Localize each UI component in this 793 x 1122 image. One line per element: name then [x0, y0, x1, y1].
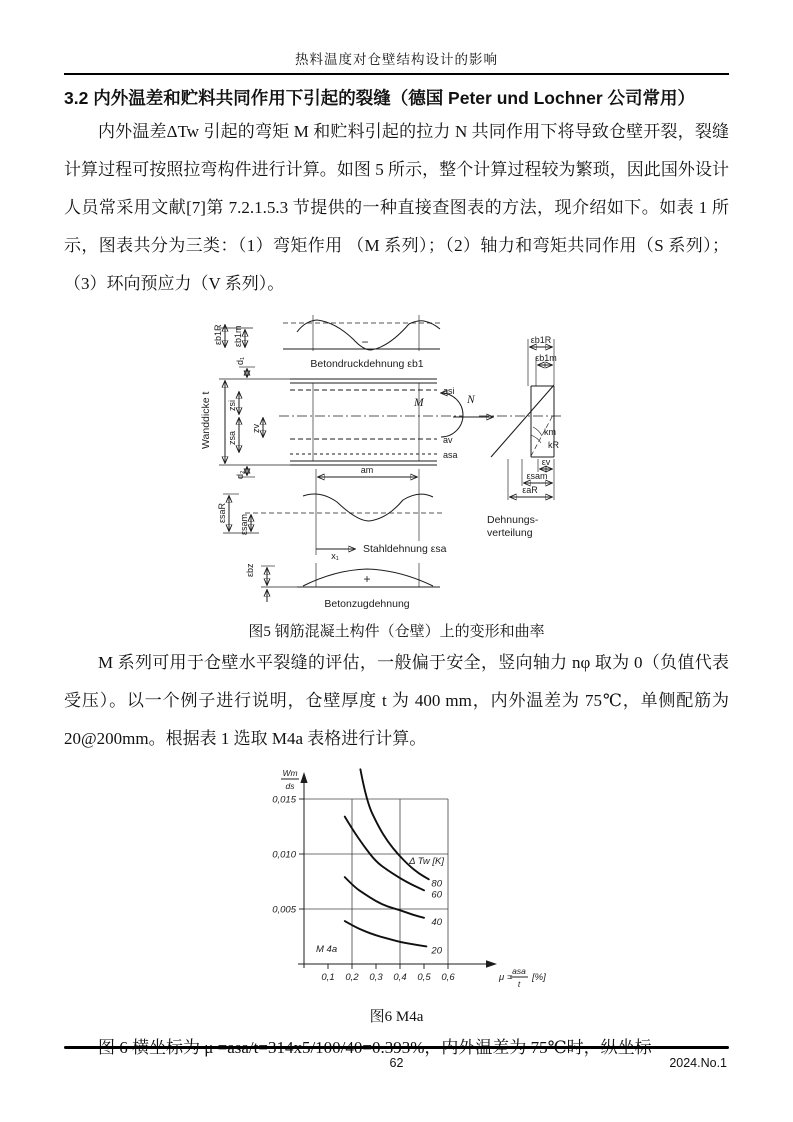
curve-label-40: 40: [431, 916, 442, 928]
curve-label-20: 20: [431, 945, 442, 957]
betondruckdehnung-label: Betondruckdehnung εb1: [310, 358, 424, 370]
x-label-denominator: t: [517, 979, 521, 989]
curve-label-80: 80: [431, 878, 442, 890]
moment-M-label: M: [414, 397, 424, 409]
betonzug-group: [245, 563, 440, 610]
chart-ticks: [272, 795, 455, 984]
y-tick-label: 0,010: [272, 849, 296, 861]
section-heading: 3.2 内外温差和贮料共同作用下引起的裂缝（德国 Peter und Lochner 公司常用）: [64, 88, 696, 108]
issue-label: 2024.No.1: [669, 1056, 727, 1070]
x-tick-label: 0,5: [417, 972, 431, 983]
eps-aR-label: εaR: [522, 485, 538, 495]
wall-section-group: [200, 357, 463, 479]
minus-sign: −: [361, 335, 369, 349]
chart-title: M 4a: [316, 944, 338, 955]
y-tick-label: 0,005: [272, 904, 296, 916]
d1-label: d₁: [235, 356, 245, 365]
paragraph-1: 内外温差ΔTw 引起的弯矩 M 和贮料引起的拉力 N 共同作用下将导致仓壁开裂，裂缝计算过程可按照拉弯构件进行计算。如图 5 所示，整个计算过程较为繁琐，因此国外设计人员常采用文献[7]第 7.2.1.5.3 节提供的一种直接查图表的方法，现介绍如下。如表 1 所示，图表共分为三类：（1）弯矩作用 （M 系列）；（2）轴力和弯矩共同作用（S 系列）；（3）环向预应力（V 系列）。: [64, 122, 729, 293]
y-tick-label: 0,015: [272, 794, 296, 806]
x-label-mu: μ =: [499, 972, 513, 983]
d2-label: d₂: [235, 470, 245, 479]
plus-sign: +: [363, 572, 371, 586]
x-tick-label: 0,6: [441, 972, 455, 983]
figure6-caption: 图6 M4a: [369, 1009, 424, 1025]
stahldehnung-group: [217, 465, 447, 561]
k-R-label: kR: [548, 440, 559, 450]
legend-title: Δ Tw [K]: [409, 856, 444, 867]
a-m-label: am: [360, 465, 374, 475]
a-sa-label: asa: [443, 450, 458, 460]
eps-b1R-label: εb1R: [213, 324, 223, 345]
page-number: 62: [389, 1056, 404, 1070]
x-axis-arrow: [486, 960, 497, 968]
a-si-label: asi: [443, 386, 455, 396]
y-axis-arrow: [300, 772, 307, 783]
figure-6: [262, 764, 562, 1004]
x-tick-label: 0,2: [345, 972, 359, 983]
eps-saR-label: εsaR: [217, 502, 227, 523]
curve-40: [345, 877, 424, 918]
axial-N-label: N: [467, 394, 475, 406]
x-axis-label: [498, 966, 546, 989]
y-label-numerator: Wm: [282, 768, 298, 778]
running-head: 热料温度对仓壁结构设计的影响: [64, 48, 729, 75]
dehnungsverteilung-label-2: verteilung: [487, 527, 533, 539]
page-footer: [64, 1046, 729, 1072]
eps-b1R-right-label: εb1R: [530, 335, 552, 345]
figure-5: [195, 309, 655, 619]
paragraph-2: M 系列可用于仓壁水平裂缝的评估，一般偏于安全，竖向轴力 nφ 取为 0（负值代表受压）。以一个例子进行说明，仓壁厚度 t 为 400 mm，内外温差为 75℃，单侧配筋为 20@200mm。根据表 1 选取 M4a 表格进行计算。: [64, 653, 729, 748]
dehnungsverteilung-label-1: Dehnungs-: [487, 514, 539, 526]
curve-60: [345, 817, 424, 891]
eps-sam-right-label: εsam: [526, 471, 548, 481]
x-tick-label: 0,3: [369, 972, 383, 983]
wanddicke-label: Wanddicke t: [200, 391, 212, 449]
figure5-caption: 图5 钢筋混凝土构件（仓壁）上的变形和曲率: [248, 624, 545, 640]
eps-sam-label: εsam: [239, 513, 249, 535]
curve-20: [345, 921, 427, 946]
x1-label: x₁: [331, 551, 339, 561]
stahldehnung-label: Stahldehnung εsa: [363, 543, 447, 555]
betonzugdehnung-label: Betonzugdehnung: [324, 598, 410, 610]
a-v-label: av: [443, 435, 453, 445]
moment-axial-group: [413, 393, 493, 437]
eps-v-label: εv: [541, 457, 551, 467]
strain-distribution-group: [479, 335, 561, 539]
curve-label-60: 60: [431, 889, 442, 901]
x-label-numerator: asa: [512, 966, 526, 976]
betondruck-curve-group: [213, 315, 440, 370]
eps-b1m-right-label: εb1m: [535, 353, 557, 363]
footer-row: [64, 1056, 729, 1072]
k-m-label: km: [544, 427, 556, 437]
eps-b1m-label: εb1m: [233, 325, 243, 347]
chart-grid: [304, 799, 448, 964]
footer-rule: [64, 1046, 729, 1049]
chart-axes: [298, 772, 497, 968]
curve-labels: [430, 878, 442, 956]
z-si-label: zsi: [227, 400, 237, 411]
x-tick-label: 0,1: [321, 972, 335, 983]
figure5-diagram: [195, 309, 655, 614]
z-v-label: zv: [251, 424, 261, 433]
z-sa-label: zsa: [227, 430, 237, 445]
x-label-unit: [%]: [532, 972, 546, 983]
x-tick-label: 0,4: [393, 972, 407, 983]
y-label-denominator: ds: [285, 781, 295, 791]
eps-bz-label: εbz: [245, 563, 255, 577]
y-axis-label: [281, 768, 299, 791]
m4a-chart: [262, 764, 562, 999]
